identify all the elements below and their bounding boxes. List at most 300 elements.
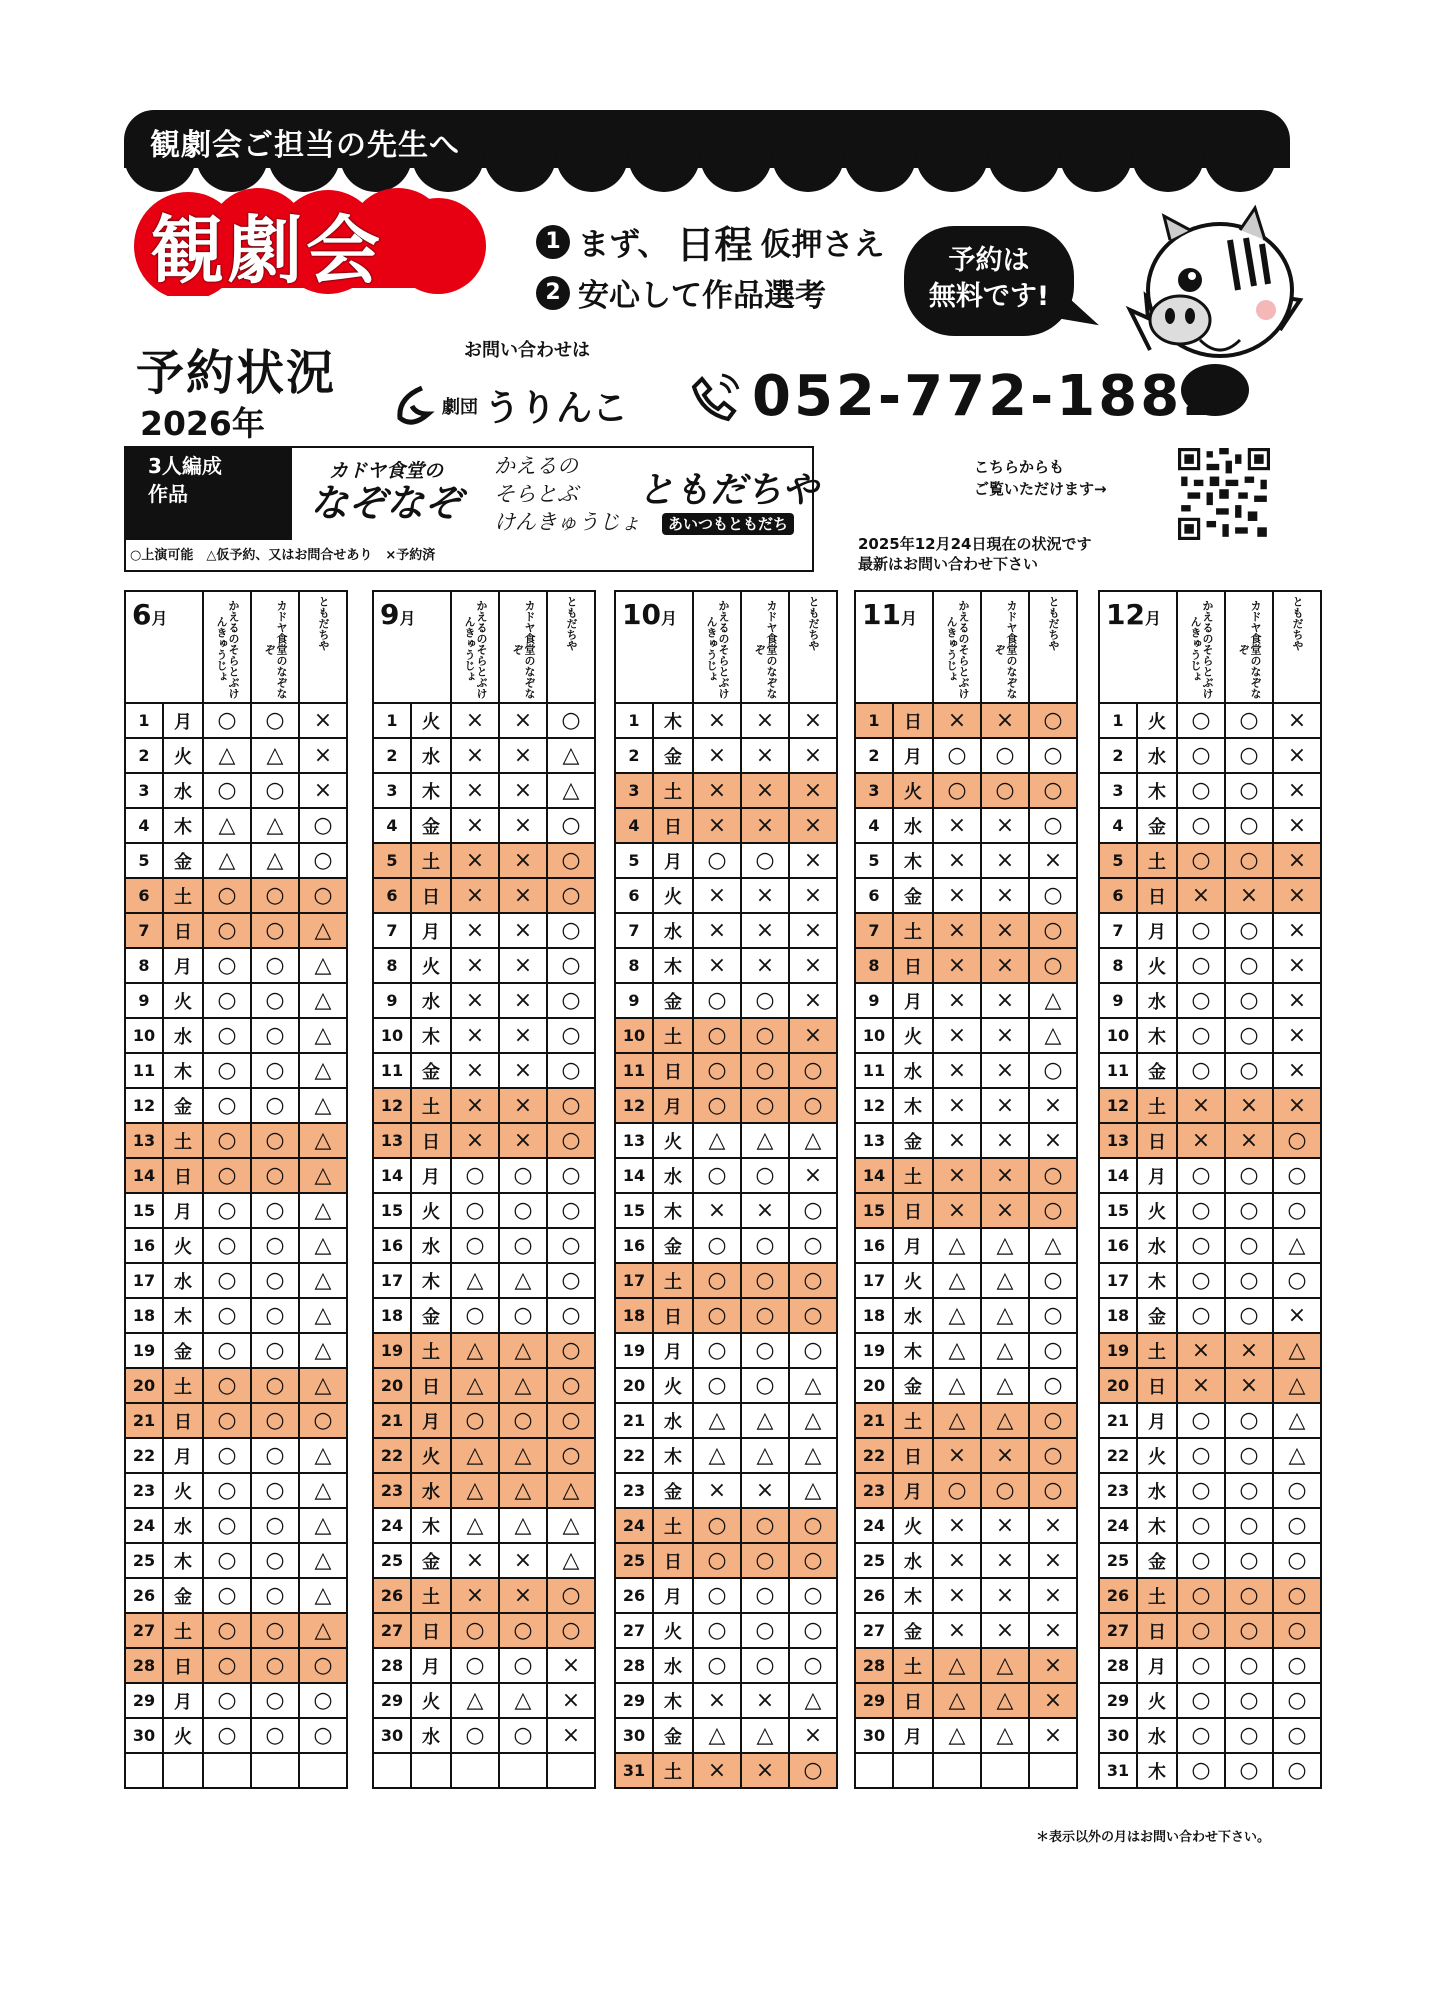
status-tomodachiya: ○	[299, 843, 347, 878]
weekday: 水	[1137, 983, 1177, 1018]
status-kaeru: ×	[933, 1193, 981, 1228]
day-number: 22	[373, 1438, 411, 1473]
day-number: 22	[615, 1438, 653, 1473]
table-row	[373, 983, 595, 1018]
weekday: 水	[411, 983, 451, 1018]
table-row	[1099, 1473, 1321, 1508]
status-tomodachiya: ×	[789, 983, 837, 1018]
work-kadoya-line-1: カドヤ食堂の	[328, 460, 443, 482]
status-tomodachiya: ×	[1273, 1018, 1321, 1053]
status-kadoya: ×	[499, 703, 547, 738]
weekday: 月	[893, 1473, 933, 1508]
status-tomodachiya: △	[299, 1018, 347, 1053]
status-kaeru: ×	[933, 1018, 981, 1053]
day-number: 7	[1099, 913, 1137, 948]
table-row	[125, 808, 347, 843]
status-tomodachiya: ○	[1029, 913, 1077, 948]
weekday: 日	[163, 1403, 203, 1438]
weekday: 月	[653, 843, 693, 878]
status-kadoya: △	[499, 1438, 547, 1473]
status-kadoya: ○	[1225, 773, 1273, 808]
status-kaeru: ×	[1177, 878, 1225, 913]
day-number: 4	[855, 808, 893, 843]
table-row	[615, 1473, 837, 1508]
day-number: 23	[1099, 1473, 1137, 1508]
day-number: 15	[1099, 1193, 1137, 1228]
day-number: 8	[125, 948, 163, 983]
weekday: 水	[411, 1228, 451, 1263]
table-row	[615, 808, 837, 843]
status-tomodachiya: ○	[1273, 1263, 1321, 1298]
status-kadoya: ○	[251, 1508, 299, 1543]
weekday: 金	[653, 1228, 693, 1263]
status-tomodachiya: ×	[789, 878, 837, 913]
weekday: 水	[893, 1543, 933, 1578]
table-row	[373, 1578, 595, 1613]
status-kadoya: ○	[251, 1333, 299, 1368]
table-row	[373, 1648, 595, 1683]
status-kaeru: ○	[693, 1368, 741, 1403]
status-tomodachiya: ○	[1273, 1473, 1321, 1508]
table-row	[125, 1263, 347, 1298]
status-kadoya: ○	[499, 1613, 547, 1648]
day-number: 5	[125, 843, 163, 878]
status-kadoya: ×	[499, 1018, 547, 1053]
status-tomodachiya: ○	[789, 1053, 837, 1088]
table-row	[855, 1613, 1077, 1648]
day-number: 17	[615, 1263, 653, 1298]
step-one	[536, 214, 885, 269]
status-tomodachiya: ○	[299, 808, 347, 843]
day-number: 8	[855, 948, 893, 983]
status-kaeru: ×	[451, 1088, 499, 1123]
month-label	[855, 591, 933, 703]
month-table-11	[854, 590, 1078, 1789]
table-row	[615, 1263, 837, 1298]
weekday: 火	[1137, 703, 1177, 738]
status-tomodachiya: △	[789, 1403, 837, 1438]
day-number: 24	[373, 1508, 411, 1543]
weekday: 木	[411, 1508, 451, 1543]
month-number: 6	[132, 598, 152, 631]
weekday: 土	[163, 1613, 203, 1648]
table-row	[373, 1438, 595, 1473]
table-row	[615, 1718, 837, 1753]
month-label	[373, 591, 451, 703]
table-row	[615, 1683, 837, 1718]
column-header	[981, 591, 1029, 703]
day-number: 18	[855, 1298, 893, 1333]
status-kaeru: ×	[451, 808, 499, 843]
status-kadoya: △	[251, 738, 299, 773]
status-kadoya: ○	[251, 1438, 299, 1473]
day-number: 1	[615, 703, 653, 738]
qr-label	[974, 456, 1107, 500]
day-number: 26	[125, 1578, 163, 1613]
table-row	[373, 1298, 595, 1333]
status-note-line-2: 最新はお問い合わせ下さい	[858, 555, 1039, 573]
status-kaeru: ○	[203, 948, 251, 983]
step-two-number: 2	[536, 276, 570, 310]
day-number: 6	[125, 878, 163, 913]
status-kadoya: ×	[741, 738, 789, 773]
weekday: 水	[653, 913, 693, 948]
status-tomodachiya: ×	[1273, 878, 1321, 913]
weekday: 日	[1137, 878, 1177, 913]
status-kaeru: ○	[1177, 1298, 1225, 1333]
status-kaeru: ○	[693, 1088, 741, 1123]
table-row	[1099, 1613, 1321, 1648]
status-tomodachiya: ×	[1029, 1648, 1077, 1683]
status-kadoya: ○	[1225, 1683, 1273, 1718]
day-number: 18	[1099, 1298, 1137, 1333]
day-number: 20	[1099, 1368, 1137, 1403]
weekday: 火	[653, 1368, 693, 1403]
weekday: 土	[411, 1088, 451, 1123]
day-number: 28	[373, 1648, 411, 1683]
table-row	[855, 1753, 1077, 1788]
table-row	[373, 1718, 595, 1753]
status-kaeru: ○	[1177, 1263, 1225, 1298]
weekday: 火	[411, 948, 451, 983]
day-number: 26	[615, 1578, 653, 1613]
weekday: 月	[1137, 913, 1177, 948]
day-number: 20	[125, 1368, 163, 1403]
day-number: 15	[855, 1193, 893, 1228]
table-row	[1099, 808, 1321, 843]
month-label	[125, 591, 203, 703]
day-number: 28	[125, 1648, 163, 1683]
status-tomodachiya: △	[789, 1473, 837, 1508]
day-number: 9	[1099, 983, 1137, 1018]
table-row	[125, 948, 347, 983]
status-kadoya	[499, 1753, 547, 1788]
status-tomodachiya: ×	[1273, 913, 1321, 948]
status-tomodachiya: ○	[789, 1578, 837, 1613]
status-kaeru: ○	[1177, 808, 1225, 843]
status-kadoya: ○	[251, 773, 299, 808]
status-kaeru: ○	[203, 1403, 251, 1438]
weekday: 水	[653, 1158, 693, 1193]
status-tomodachiya: ○	[1029, 1403, 1077, 1438]
table-row	[1099, 1403, 1321, 1438]
status-kaeru: ×	[933, 1123, 981, 1158]
status-tomodachiya: ×	[1273, 1298, 1321, 1333]
status-kaeru: △	[693, 1438, 741, 1473]
status-kadoya: △	[251, 843, 299, 878]
status-kaeru: ×	[933, 1578, 981, 1613]
status-kadoya: ○	[741, 1228, 789, 1263]
status-tomodachiya: ○	[299, 1718, 347, 1753]
weekday: 火	[653, 1613, 693, 1648]
day-number: 25	[615, 1543, 653, 1578]
qr-code-icon[interactable]	[1178, 448, 1270, 540]
status-kaeru: ○	[693, 1543, 741, 1578]
phone-number[interactable]	[688, 364, 1224, 429]
status-kaeru: △	[933, 1718, 981, 1753]
status-tomodachiya: ○	[789, 1088, 837, 1123]
weekday: 木	[163, 1298, 203, 1333]
status-tomodachiya: △	[299, 913, 347, 948]
table-row	[855, 1228, 1077, 1263]
weekday: 火	[163, 1228, 203, 1263]
status-kadoya: ○	[1225, 703, 1273, 738]
status-kadoya: ×	[981, 843, 1029, 878]
status-kadoya: ○	[741, 1088, 789, 1123]
table-row	[373, 1508, 595, 1543]
day-number: 1	[855, 703, 893, 738]
column-header	[1177, 591, 1225, 703]
weekday: 金	[163, 843, 203, 878]
table-row	[855, 1053, 1077, 1088]
status-tomodachiya: ○	[299, 1648, 347, 1683]
table-row	[855, 1018, 1077, 1053]
status-kaeru: ○	[203, 983, 251, 1018]
status-kaeru: △	[451, 1473, 499, 1508]
status-kaeru: ×	[933, 1158, 981, 1193]
status-tomodachiya: ○	[789, 1228, 837, 1263]
weekday: 水	[411, 1473, 451, 1508]
day-number: 22	[125, 1438, 163, 1473]
day-number: 1	[373, 703, 411, 738]
status-tomodachiya: ○	[299, 1403, 347, 1438]
weekday: 木	[893, 1333, 933, 1368]
status-kaeru: ×	[933, 1508, 981, 1543]
weekday: 水	[411, 738, 451, 773]
table-row	[373, 913, 595, 948]
table-row	[125, 1088, 347, 1123]
status-tomodachiya: ○	[1029, 1298, 1077, 1333]
weekday: 日	[163, 1158, 203, 1193]
status-tomodachiya: △	[1273, 1228, 1321, 1263]
status-kaeru: ×	[933, 1053, 981, 1088]
status-tomodachiya: ○	[547, 1018, 595, 1053]
day-number	[125, 1753, 163, 1788]
day-number: 24	[615, 1508, 653, 1543]
weekday: 金	[653, 983, 693, 1018]
status-kadoya: ×	[741, 948, 789, 983]
status-kadoya: ×	[499, 913, 547, 948]
status-kaeru: △	[451, 1508, 499, 1543]
weekday: 土	[163, 1123, 203, 1158]
day-number: 20	[855, 1368, 893, 1403]
table-row	[1099, 1718, 1321, 1753]
status-tomodachiya: ○	[547, 1403, 595, 1438]
day-number: 9	[615, 983, 653, 1018]
day-number: 23	[855, 1473, 893, 1508]
status-kadoya: ×	[741, 1473, 789, 1508]
status-tomodachiya: △	[299, 1123, 347, 1158]
status-tomodachiya: △	[789, 1683, 837, 1718]
status-kadoya: ○	[1225, 843, 1273, 878]
month-unit: 月	[151, 609, 168, 628]
status-tomodachiya: ×	[789, 1718, 837, 1753]
status-kadoya: △	[251, 808, 299, 843]
weekday: 水	[1137, 1228, 1177, 1263]
day-number: 8	[373, 948, 411, 983]
status-kadoya: ○	[251, 1123, 299, 1158]
status-kadoya: ○	[741, 1263, 789, 1298]
status-kaeru: ○	[203, 1298, 251, 1333]
weekday: 水	[163, 1263, 203, 1298]
day-number: 12	[1099, 1088, 1137, 1123]
status-tomodachiya: ×	[1029, 1543, 1077, 1578]
table-row	[1099, 1578, 1321, 1613]
status-kadoya: △	[741, 1123, 789, 1158]
weekday: 木	[653, 1438, 693, 1473]
day-number: 13	[373, 1123, 411, 1158]
month-number: 10	[622, 598, 661, 631]
day-number: 9	[373, 983, 411, 1018]
day-number: 21	[1099, 1403, 1137, 1438]
day-number: 31	[615, 1753, 653, 1788]
status-tomodachiya: ×	[789, 913, 837, 948]
status-kadoya: ○	[499, 1648, 547, 1683]
status-tomodachiya: ○	[1273, 1718, 1321, 1753]
table-row	[1099, 878, 1321, 913]
status-kadoya: ×	[741, 1753, 789, 1788]
status-tomodachiya: ×	[789, 1018, 837, 1053]
status-tomodachiya: ×	[299, 738, 347, 773]
status-tomodachiya: ×	[1273, 738, 1321, 773]
status-tomodachiya: △	[299, 1578, 347, 1613]
column-header	[933, 591, 981, 703]
status-tomodachiya: ×	[1029, 1578, 1077, 1613]
status-kaeru: ○	[1177, 1403, 1225, 1438]
status-kaeru: ×	[693, 1683, 741, 1718]
status-tomodachiya: ×	[547, 1718, 595, 1753]
weekday: 木	[411, 1263, 451, 1298]
weekday: 水	[653, 1648, 693, 1683]
status-kadoya: ○	[741, 983, 789, 1018]
day-number: 13	[615, 1123, 653, 1158]
status-kaeru: ○	[203, 1473, 251, 1508]
day-number: 26	[855, 1578, 893, 1613]
status-kaeru: ○	[1177, 703, 1225, 738]
work-kaeru-line-1: かえるの	[494, 454, 578, 478]
weekday: 火	[411, 1683, 451, 1718]
status-kadoya: ○	[981, 738, 1029, 773]
status-kadoya: ○	[1225, 1018, 1273, 1053]
table-row	[1099, 1683, 1321, 1718]
weekday: 火	[163, 983, 203, 1018]
status-kaeru: ×	[933, 1438, 981, 1473]
status-tomodachiya: △	[299, 1438, 347, 1473]
status-tomodachiya: △	[547, 773, 595, 808]
day-number: 17	[855, 1263, 893, 1298]
status-kadoya: ○	[981, 773, 1029, 808]
weekday: 土	[893, 1648, 933, 1683]
status-kadoya: ×	[981, 913, 1029, 948]
status-kadoya: ○	[1225, 1158, 1273, 1193]
month-number: 9	[380, 598, 400, 631]
status-kaeru: ×	[451, 1018, 499, 1053]
status-kadoya: ○	[251, 1473, 299, 1508]
status-kaeru: ○	[203, 1018, 251, 1053]
status-kadoya: ○	[741, 1648, 789, 1683]
status-tomodachiya: ○	[789, 1333, 837, 1368]
status-tomodachiya: ×	[1029, 1123, 1077, 1158]
table-row	[615, 773, 837, 808]
day-number: 12	[125, 1088, 163, 1123]
table-row	[1099, 983, 1321, 1018]
status-kaeru: ○	[451, 1158, 499, 1193]
status-kaeru: ×	[451, 1578, 499, 1613]
status-kaeru: ×	[693, 1753, 741, 1788]
day-number: 28	[855, 1648, 893, 1683]
weekday: 水	[1137, 1473, 1177, 1508]
status-kadoya: ×	[499, 738, 547, 773]
status-tomodachiya: ×	[1273, 703, 1321, 738]
day-number: 31	[1099, 1753, 1137, 1788]
table-row	[855, 1263, 1077, 1298]
column-header-text: ともだちや	[1291, 596, 1304, 651]
weekday: 日	[653, 808, 693, 843]
status-kaeru: △	[933, 1228, 981, 1263]
table-row	[1099, 1438, 1321, 1473]
weekday: 木	[1137, 1018, 1177, 1053]
weekday: 土	[653, 1508, 693, 1543]
day-number: 25	[1099, 1543, 1137, 1578]
status-kaeru: ○	[203, 1228, 251, 1263]
weekday: 月	[411, 1648, 451, 1683]
status-kadoya: ×	[499, 773, 547, 808]
status-kadoya: △	[981, 1333, 1029, 1368]
weekday	[163, 1753, 203, 1788]
weekday: 木	[1137, 1263, 1177, 1298]
weekday: 木	[1137, 1508, 1177, 1543]
table-row	[125, 878, 347, 913]
status-kaeru: △	[693, 1403, 741, 1438]
month-table-12	[1098, 590, 1322, 1789]
table-row	[855, 808, 1077, 843]
status-tomodachiya: △	[299, 983, 347, 1018]
table-row	[855, 1403, 1077, 1438]
status-tomodachiya: △	[789, 1368, 837, 1403]
step-one-number: 1	[536, 225, 570, 259]
table-row	[125, 843, 347, 878]
weekday: 火	[163, 738, 203, 773]
work-kaeru-line-2: そらとぶ	[494, 482, 578, 506]
qr-label-line-1: こちらからも	[974, 458, 1065, 476]
status-tomodachiya: △	[299, 1543, 347, 1578]
status-kadoya: ×	[499, 1123, 547, 1158]
table-row	[1099, 948, 1321, 983]
weekday: 月	[163, 1438, 203, 1473]
table-row	[125, 1508, 347, 1543]
status-kaeru: ×	[451, 738, 499, 773]
table-row	[855, 1193, 1077, 1228]
table-row	[615, 1648, 837, 1683]
weekday: 土	[653, 1263, 693, 1298]
weekday: 水	[163, 773, 203, 808]
status-kaeru: ×	[693, 808, 741, 843]
weekday: 月	[411, 1403, 451, 1438]
day-number: 10	[373, 1018, 411, 1053]
status-kaeru: ○	[203, 703, 251, 738]
day-number: 2	[855, 738, 893, 773]
table-row	[125, 1053, 347, 1088]
weekday: 月	[653, 1578, 693, 1613]
table-row	[373, 1263, 595, 1298]
weekday: 土	[411, 843, 451, 878]
table-row	[615, 1193, 837, 1228]
table-row	[615, 913, 837, 948]
month-unit: 月	[660, 609, 677, 628]
table-row	[1099, 1543, 1321, 1578]
status-tomodachiya: ×	[547, 1683, 595, 1718]
status-tomodachiya: ○	[1273, 1648, 1321, 1683]
